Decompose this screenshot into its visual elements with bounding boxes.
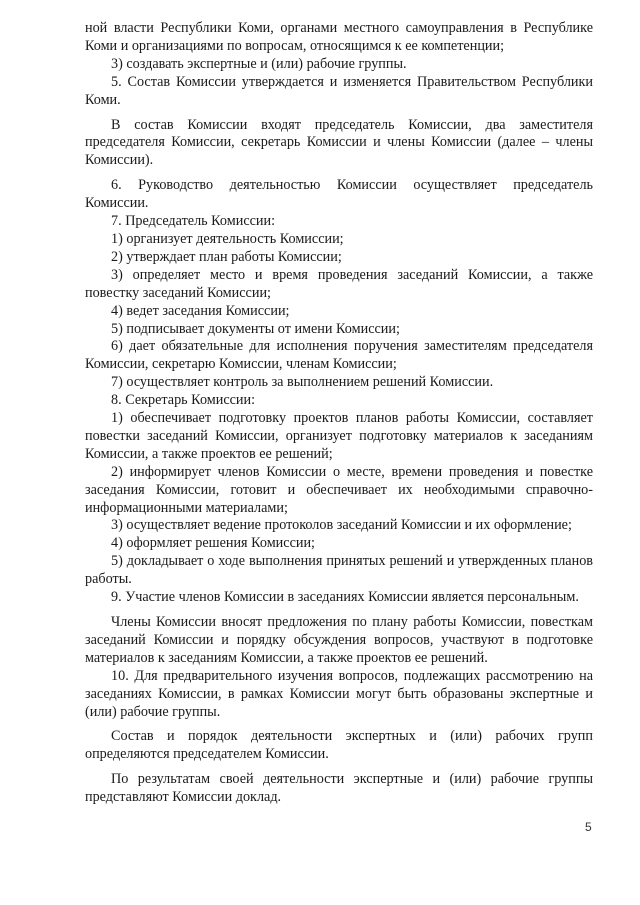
paragraph-17: 3) осуществляет ведение протоколов заседаний Комиссии и их оформление; xyxy=(111,517,572,534)
paragraph-5: 6. Руководство деятельностью Комиссии осуществляет председатель Комиссии. xyxy=(85,177,593,212)
paragraph-1: ной власти Республики Коми, органами местного самоуправления в Республике Коми и организациями по вопросам, относящимся к ее компетенции; xyxy=(85,20,593,54)
paragraph-4: В состав Комиссии входят председатель Комиссии, два заместителя председателя Комиссии, секретарь Комиссии и члены Комиссии (далее – члены Комиссии). xyxy=(85,116,593,169)
paragraph-13: 7) осуществляет контроль за выполнением решений Комиссии. xyxy=(111,374,494,391)
document-page xyxy=(85,20,593,807)
paragraph-14: 8. Секретарь Комиссии: xyxy=(111,392,256,409)
paragraph-12: 6) дает обязательные для исполнения поручения заместителям председателя Комиссии, секретарю Комиссии, членам Комиссии; xyxy=(85,338,593,373)
paragraph-24: По результатам своей деятельности экспертные и (или) рабочие группы представляют Комиссии доклад. xyxy=(85,771,593,806)
paragraph-19: 5) докладывает о ходе выполнения принятых решений и утвержденных планов работы. xyxy=(85,553,593,588)
paragraph-23: Состав и порядок деятельности экспертных и (или) рабочих групп определяются председателем Комиссии. xyxy=(85,728,593,763)
paragraph-9: 3) определяет место и время проведения заседаний Комиссии, а также повестку заседаний Комиссии; xyxy=(85,266,593,301)
paragraph-18: 4) оформляет решения Комиссии; xyxy=(111,535,315,552)
paragraph-16: 2) информирует членов Комиссии о месте, времени проведения и повестке заседания Комиссии, готовит и обеспечивает их необходимыми справочно-информационными материалами; xyxy=(85,463,593,516)
paragraph-8: 2) утверждает план работы Комиссии; xyxy=(111,248,342,265)
paragraph-6: 7. Председатель Комиссии: xyxy=(111,213,276,230)
paragraph-2: 3) создавать экспертные и (или) рабочие группы. xyxy=(111,55,407,72)
paragraph-7: 1) организует деятельность Комиссии; xyxy=(111,230,344,247)
paragraph-21: Члены Комиссии вносят предложения по плану работы Комиссии, повесткам заседаний Комиссии и порядку обсуждения вопросов, участвуют в подготовке материалов к заседаниям Комиссии, а также проектов ее решений. xyxy=(85,614,593,666)
paragraph-15: 1) обеспечивает подготовку проектов планов работы Комиссии, составляет повестки заседаний Комиссии, организует подготовку материалов к заседаниям Комиссии, а также проектов ее решений; xyxy=(85,410,593,462)
paragraph-10: 4) ведет заседания Комиссии; xyxy=(111,302,290,319)
paragraph-20: 9. Участие членов Комиссии в заседаниях Комиссии является персональным. xyxy=(111,589,579,606)
paragraph-3: 5. Состав Комиссии утверждается и изменяется Правительством Республики Коми. xyxy=(85,73,593,108)
paragraph-22: 10. Для предварительного изучения вопросов, подлежащих рассмотрению на заседаниях Комиссии, в рамках Комиссии могут быть образованы экспертные и (или) рабочие группы. xyxy=(85,667,593,720)
paragraph-11: 5) подписывает документы от имени Комиссии; xyxy=(111,320,400,337)
page-number: 5 xyxy=(585,820,592,834)
